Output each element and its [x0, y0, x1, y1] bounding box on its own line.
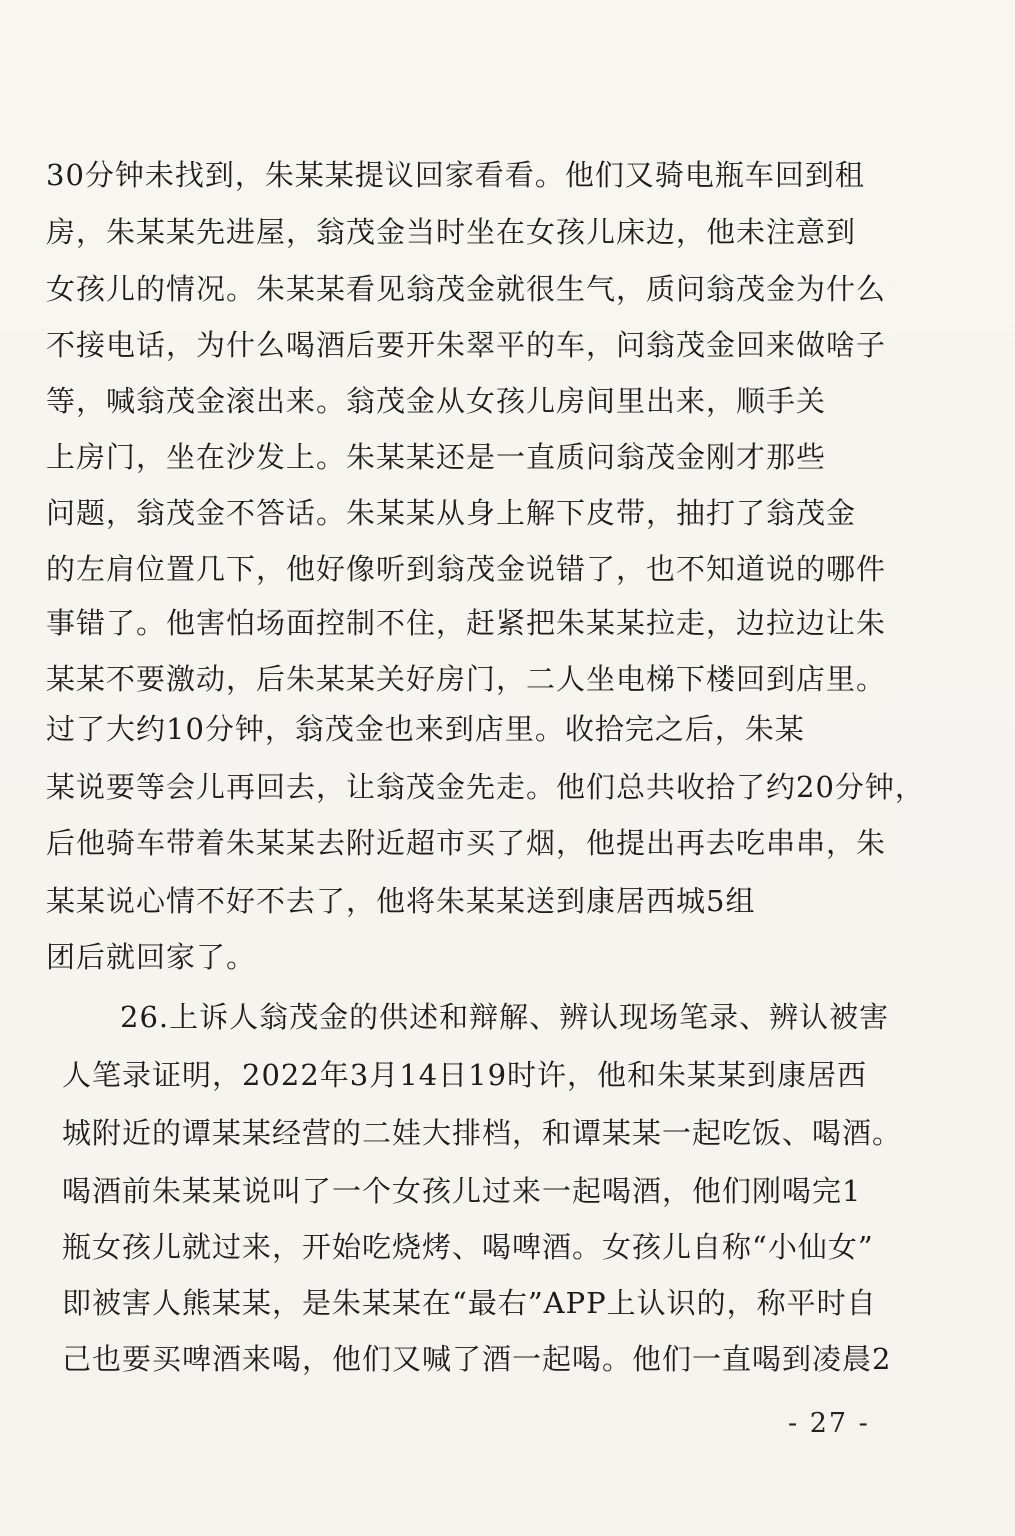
text-line-9: 事错了。他害怕场面控制不住，赶紧把朱某某拉走，边拉边让朱 — [46, 606, 887, 640]
text-line-6: 上房门，坐在沙发上。朱某某还是一直质问翁茂金刚才那些 — [46, 440, 827, 474]
text-line-13: 后他骑车带着朱某某去附近超市买了烟，他提出再去吃串串，朱 — [46, 826, 887, 860]
text-line-5: 等，喊翁茂金滚出来。翁茂金从女孩儿房间里出来，顺手关 — [46, 384, 827, 418]
text-line-10: 某某不要激动，后朱某某关好房门，二人坐电梯下楼回到店里。 — [46, 662, 887, 696]
text-line-4: 不接电话，为什么喝酒后要开朱翠平的车，问翁茂金回来做啥子 — [46, 328, 887, 362]
text-line-12: 某说要等会儿再回去，让翁茂金先走。他们总共收拾了约20分钟， — [46, 770, 925, 804]
paragraph-26-line-4: 喝酒前朱某某说叫了一个女孩儿过来一起喝酒，他们刚喝完1 — [62, 1174, 862, 1208]
text-line-8: 的左肩位置几下，他好像听到翁茂金说错了，也不知道说的哪件 — [46, 552, 887, 586]
text-line-3: 女孩儿的情况。朱某某看见翁茂金就很生气，质问翁茂金为什么 — [46, 272, 887, 306]
paragraph-26-line-1: 26.上诉人翁茂金的供述和辩解、辨认现场笔录、辨认被害 — [120, 1000, 890, 1034]
paragraph-26-line-2: 人笔录证明，2022年3月14日19时许，他和朱某某到康居西 — [62, 1058, 868, 1092]
paragraph-26-line-7: 己也要买啤酒来喝，他们又喊了酒一起喝。他们一直喝到凌晨2 — [62, 1342, 892, 1376]
text-line-11: 过了大约10分钟，翁茂金也来到店里。收拾完之后，朱某 — [46, 712, 805, 746]
page-number: - 27 - — [788, 1408, 870, 1439]
paragraph-26-line-3: 城附近的谭某某经营的二娃大排档，和谭某某一起吃饭、喝酒。 — [62, 1116, 903, 1150]
text-line-14: 某某说心情不好不去了，他将朱某某送到康居西城5组 — [46, 884, 756, 918]
text-line-7: 问题，翁茂金不答话。朱某某从身上解下皮带，抽打了翁茂金 — [46, 496, 857, 530]
text-line-1: 30分钟未找到，朱某某提议回家看看。他们又骑电瓶车回到租 — [46, 158, 865, 192]
paragraph-26-line-5: 瓶女孩儿就过来，开始吃烧烤、喝啤酒。女孩儿自称“小仙女” — [62, 1230, 874, 1264]
text-line-2: 房，朱某某先进屋，翁茂金当时坐在女孩儿床边，他未注意到 — [46, 215, 857, 249]
text-line-15: 团后就回家了。 — [46, 940, 257, 974]
paragraph-26-line-6: 即被害人熊某某，是朱某某在“最右”APP上认识的，称平时自 — [62, 1286, 877, 1320]
